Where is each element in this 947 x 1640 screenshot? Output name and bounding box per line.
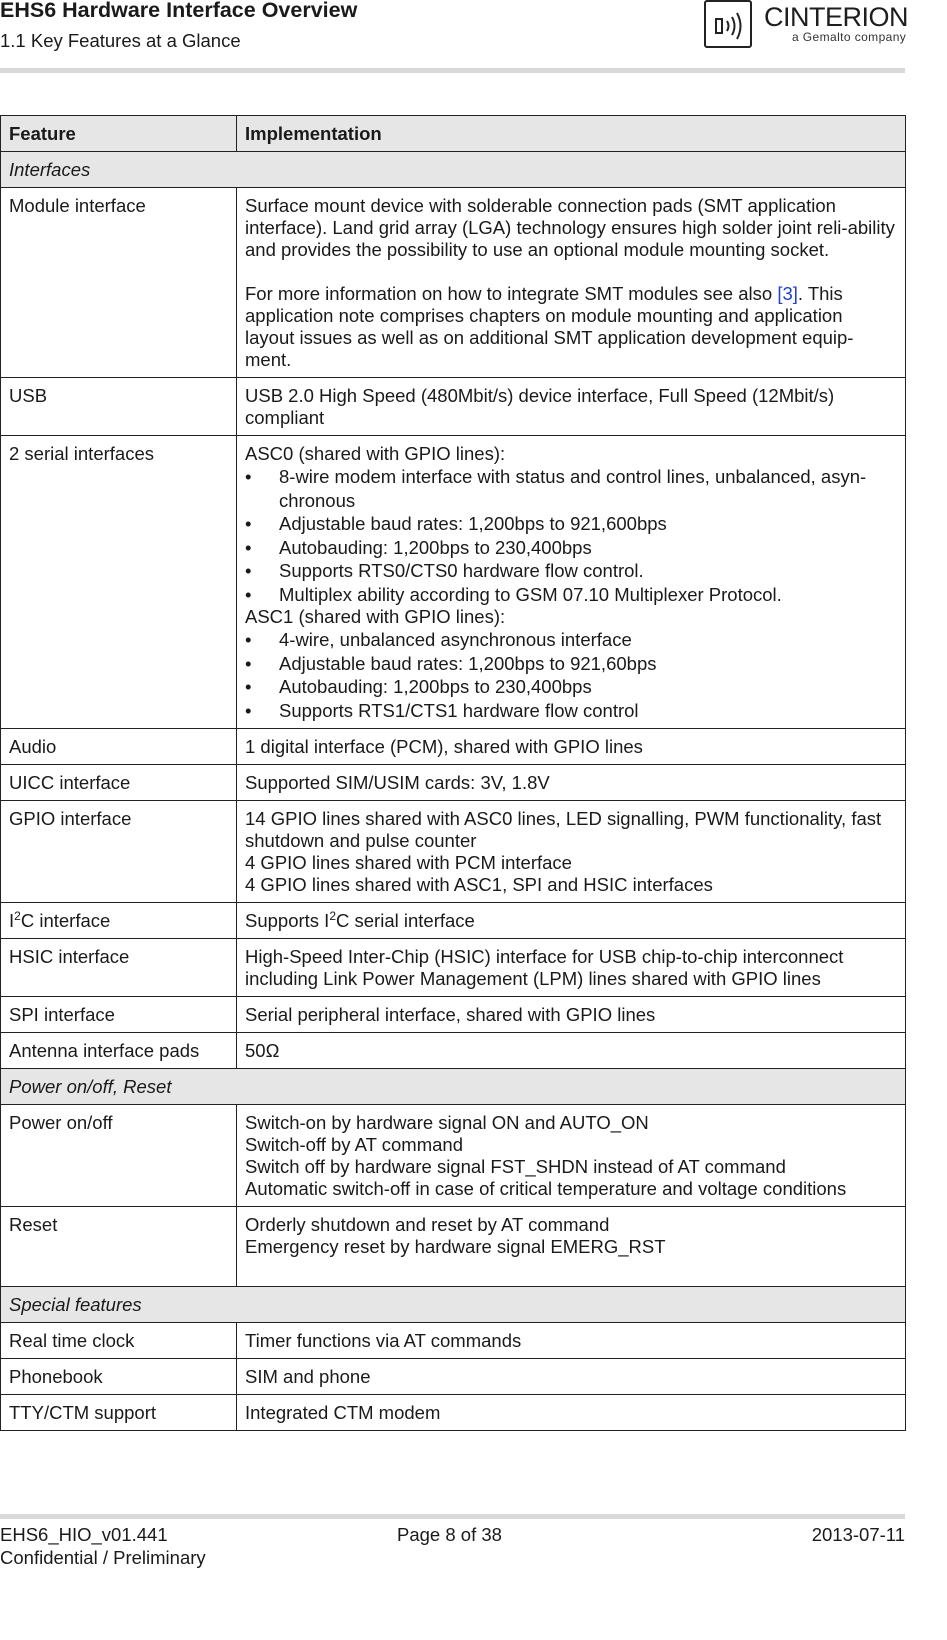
section-row-power xyxy=(1,1069,906,1105)
asc0-heading: ASC0 (shared with GPIO lines): xyxy=(245,443,506,464)
reference-link[interactable]: [3] xyxy=(777,283,798,304)
logo-signal-icon xyxy=(704,0,752,48)
list-item: • Autobauding: 1,200bps to 230,400bps xyxy=(245,675,897,699)
implementation-cell: 1 digital interface (PCM), shared with GPIO lines xyxy=(237,729,906,765)
module-paragraph-2 xyxy=(245,283,897,371)
list-item: • Autobauding: 1,200bps to 230,400bps xyxy=(245,536,897,560)
module-paragraph-1: Surface mount device with solderable connection pads (SMT application interface). Land grid array (LGA) technology ensures high solder joint reli-ability and provides the possibility to use an optional module mounting socket. xyxy=(245,195,895,260)
table-row-i2c xyxy=(1,903,906,939)
feature-cell: 2 serial interfaces xyxy=(1,436,237,729)
table-row-module-interface xyxy=(1,188,906,378)
paragraph-gap xyxy=(245,261,897,283)
implementation-cell xyxy=(237,801,906,903)
feature-cell: Power on/off xyxy=(1,1105,237,1207)
table-row-phonebook xyxy=(1,1359,906,1395)
implementation-cell: Serial peripheral interface, shared with GPIO lines xyxy=(237,997,906,1033)
feature-cell: GPIO interface xyxy=(1,801,237,903)
section-label: Power on/off, Reset xyxy=(1,1069,906,1105)
asc1-heading: ASC1 (shared with GPIO lines): xyxy=(245,606,506,627)
implementation-cell xyxy=(237,903,906,939)
document-title: EHS6 Hardware Interface Overview xyxy=(0,0,358,22)
column-header-implementation: Implementation xyxy=(237,116,906,152)
feature-cell: TTY/CTM support xyxy=(1,1395,237,1431)
feature-cell: UICC interface xyxy=(1,765,237,801)
implementation-cell xyxy=(237,1105,906,1207)
footer-doc-id: EHS6_HIO_v01.441 xyxy=(0,1524,168,1545)
section-label: Special features xyxy=(1,1287,906,1323)
table-row-gpio xyxy=(1,801,906,903)
feature-cell: Real time clock xyxy=(1,1323,237,1359)
table-row-rtc xyxy=(1,1323,906,1359)
feature-cell: Antenna interface pads xyxy=(1,1033,237,1069)
table-row-spi xyxy=(1,997,906,1033)
table-row-reset xyxy=(1,1207,906,1287)
implementation-cell: 50Ω xyxy=(237,1033,906,1069)
list-item: • Supports RTS0/CTS0 hardware flow control. xyxy=(245,559,897,583)
superscript: 2 xyxy=(14,908,21,923)
reset-line: Emergency reset by hardware signal EMERG_RST xyxy=(245,1236,666,1257)
key-features-table xyxy=(0,115,906,1431)
page-header xyxy=(0,0,947,72)
list-item: • 4-wire, unbalanced asynchronous interface xyxy=(245,628,897,652)
implementation-cell xyxy=(237,1207,906,1287)
feature-cell: Module interface xyxy=(1,188,237,378)
table-row-hsic xyxy=(1,939,906,997)
feature-cell: Phonebook xyxy=(1,1359,237,1395)
feature-cell: Audio xyxy=(1,729,237,765)
table-row-tty xyxy=(1,1395,906,1431)
logo-tagline: a Gemalto company xyxy=(792,30,907,44)
feature-cell: SPI interface xyxy=(1,997,237,1033)
implementation-cell: Supported SIM/USIM cards: 3V, 1.8V xyxy=(237,765,906,801)
list-item: • Adjustable baud rates: 1,200bps to 921,600bps xyxy=(245,512,897,536)
section-row-special xyxy=(1,1287,906,1323)
superscript: 2 xyxy=(329,908,337,923)
implementation-cell xyxy=(237,436,906,729)
list-item: • Supports RTS1/CTS1 hardware flow control xyxy=(245,699,897,723)
footer-page-number: Page 8 of 38 xyxy=(397,1524,502,1545)
table-row-usb xyxy=(1,378,906,436)
paragraph-text: For more information on how to integrate SMT modules see also xyxy=(245,283,778,304)
paragraph-text: . This application note comprises chapters on module mounting and application layout issues as well as on additional SMT application development equip-ment. xyxy=(245,283,854,370)
gpio-line: 14 GPIO lines shared with ASC0 lines, LED signalling, PWM functionality, fast shutdown and pulse counter xyxy=(245,808,882,851)
table-row-power-onoff xyxy=(1,1105,906,1207)
table-row-antenna xyxy=(1,1033,906,1069)
power-line: Switch-on by hardware signal ON and AUTO_ON xyxy=(245,1112,649,1133)
implementation-cell: Timer functions via AT commands xyxy=(237,1323,906,1359)
implementation-cell: Integrated CTM modem xyxy=(237,1395,906,1431)
table-row-audio xyxy=(1,729,906,765)
table-header-row xyxy=(1,116,906,152)
impl-text: C serial interface xyxy=(336,910,475,931)
feature-text: C interface xyxy=(20,910,111,931)
logo-wordmark: CINTERION xyxy=(764,2,908,32)
reset-line: Orderly shutdown and reset by AT command xyxy=(245,1214,610,1235)
list-item: • 8-wire modem interface with status and control lines, unbalanced, asyn-chronous xyxy=(245,465,897,512)
list-item: • Multiplex ability according to GSM 07.10 Multiplexer Protocol. xyxy=(245,583,897,607)
implementation-cell: USB 2.0 High Speed (480Mbit/s) device interface, Full Speed (12Mbit/s) compliant xyxy=(237,378,906,436)
column-header-feature: Feature xyxy=(1,116,237,152)
feature-cell xyxy=(1,903,237,939)
footer-date: 2013-07-11 xyxy=(811,1524,905,1545)
asc0-list xyxy=(245,465,897,606)
table-row-serial-interfaces xyxy=(1,436,906,729)
footer-confidentiality: Confidential / Preliminary xyxy=(0,1547,206,1568)
feature-cell: USB xyxy=(1,378,237,436)
feature-cell: Reset xyxy=(1,1207,237,1287)
implementation-cell: High-Speed Inter-Chip (HSIC) interface for USB chip-to-chip interconnect including Link Power Management (LPM) lines shared with GPIO lines xyxy=(237,939,906,997)
section-row-interfaces xyxy=(1,152,906,188)
header-divider xyxy=(0,68,905,73)
feature-text: I xyxy=(9,910,15,931)
table-row-uicc xyxy=(1,765,906,801)
implementation-cell xyxy=(237,188,906,378)
asc1-list xyxy=(245,628,897,722)
impl-text: Supports I xyxy=(245,910,330,931)
feature-cell: HSIC interface xyxy=(1,939,237,997)
gpio-line: 4 GPIO lines shared with ASC1, SPI and HSIC interfaces xyxy=(245,874,713,895)
implementation-cell: SIM and phone xyxy=(237,1359,906,1395)
paragraph-gap xyxy=(245,1258,897,1280)
section-label: Interfaces xyxy=(1,152,906,188)
section-subtitle: 1.1 Key Features at a Glance xyxy=(0,30,241,51)
power-line: Automatic switch-off in case of critical temperature and voltage conditions xyxy=(245,1178,847,1199)
footer-divider xyxy=(0,1514,905,1519)
power-line: Switch off by hardware signal FST_SHDN instead of AT command xyxy=(245,1156,786,1177)
gpio-line: 4 GPIO lines shared with PCM interface xyxy=(245,852,572,873)
power-line: Switch-off by AT command xyxy=(245,1134,463,1155)
cinterion-logo xyxy=(704,0,908,54)
list-item: • Adjustable baud rates: 1,200bps to 921,60bps xyxy=(245,652,897,676)
